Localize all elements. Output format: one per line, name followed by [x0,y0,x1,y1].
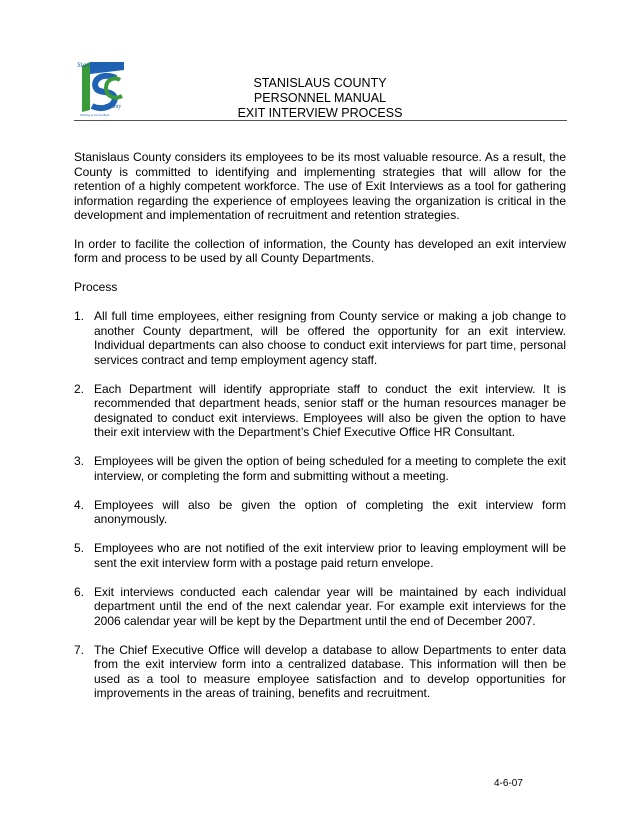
logo-tagline: Striving to be the Best [80,113,110,117]
process-item-text: The Chief Executive Office will develop a database to allow Departments to enter data from the exit interview form into a centralized database. This information will then be used as a tool to measure employee satisfaction and to develop opportunities for improvements in the areas of training, benefits and recruitment. [94,642,566,700]
process-item-text: All full time employees, either resigning from County service or making a job change to another County department, will be offered the opportunity for an exit interview. Individual departments can also choose to conduct exit interviews for part time, personal services contract and temp employment agency staff. [94,309,566,367]
header-line-title: EXIT INTERVIEW PROCESS [237,106,403,120]
process-heading: Process [74,279,118,294]
process-item-text: Employees who are not notified of the exit interview prior to leaving employment will be sent the exit interview form with a postage paid return envelope. [94,541,566,570]
header-line-county: STANISLAUS COUNTY [253,76,387,90]
document-body [74,150,566,715]
intro-paragraph-1: Stanislaus County considers its employees to be its most valuable resource. As a result, the County is committed to identifying and implementing strategies that will allow for the retention of a highly competent workforce. The use of Exit Interviews as a tool for gathering information regarding the experience of employees leaving the organization is critical in the development and implementation of recruitment and retention strategies. [74,150,566,222]
document-header [150,76,490,121]
logo-text-bottom: County [104,104,122,110]
county-logo [76,58,128,118]
process-item [74,643,566,701]
process-item-text: Each Department will identify appropriate staff to conduct the exit interview. It is recommended that department heads, senior staff or the human resources manager be designated to conduct exit interviews. Employees will also be given the option to have their exit interview with the Department’s Chief Executive Office HR Consultant. [94,381,566,439]
process-item-text: Employees will be given the option of being scheduled for a meeting to complete the exit interview, or completing the form and submitting without a meeting. [94,454,566,483]
county-seal-icon [76,58,128,118]
header-line-manual: PERSONNEL MANUAL [253,91,387,105]
process-list [74,309,566,701]
process-item-number: 4. [74,497,85,512]
process-item [74,454,566,483]
logo-text-top: Stanislaus [77,61,106,69]
intro-paragraph-2: In order to facilite the collection of information, the County has developed an exit interview form and process to be used by all County Departments. [74,236,566,265]
process-item-number: 1. [74,309,85,323]
process-item-number: 2. [74,381,85,396]
process-item-text: Exit interviews conducted each calendar year will be maintained by each individual department until the end of the next calendar year. For example exit interviews for the 2006 calendar year will be kept by the Department until the end of December 2007. [94,584,566,628]
process-item-number: 5. [74,541,85,555]
footer-date: 4-6-07 [494,778,523,789]
process-item-number: 6. [74,584,85,599]
process-item [74,382,566,440]
process-item [74,585,566,629]
process-item-number: 7. [74,642,85,657]
logo-green-band [82,62,90,112]
process-item [74,541,566,570]
process-item [74,498,566,527]
process-item-text: Employees will also be given the option of completing the exit interview form anonymously. [94,497,566,526]
header-divider [74,120,567,121]
process-item-number: 3. [74,454,85,468]
process-item [74,309,566,367]
